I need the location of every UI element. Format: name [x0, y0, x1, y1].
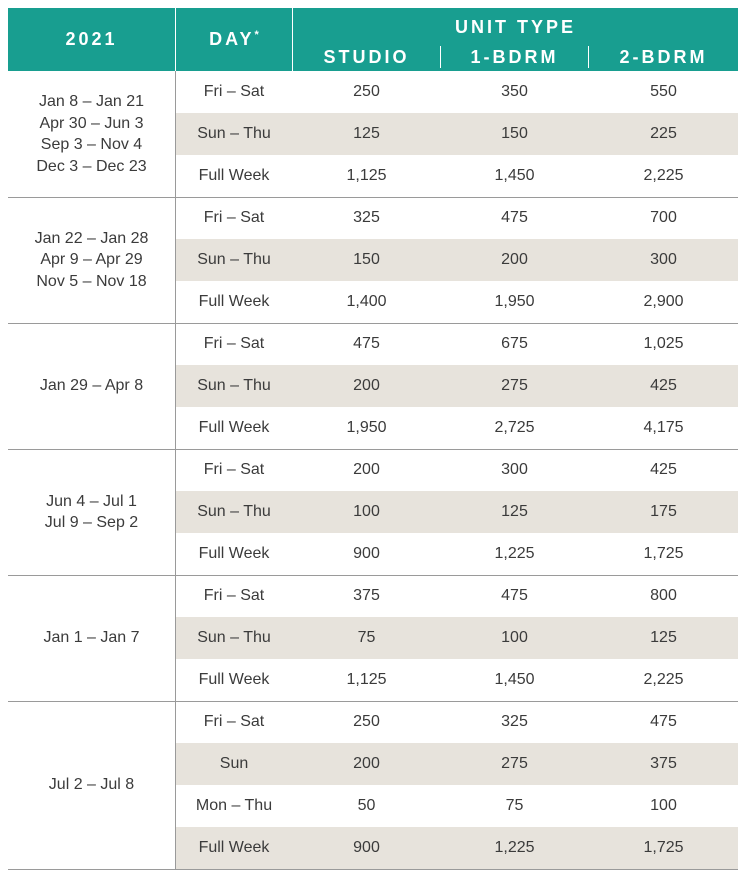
2bdrm-points-cell: 2,225 [643, 167, 684, 184]
season-dates [35, 228, 149, 293]
season-dates-cell [8, 323, 175, 449]
studio-points-cell: 200 [353, 377, 380, 394]
2bdrm-points-cell: 125 [650, 629, 677, 646]
table-row [176, 491, 738, 533]
day-cell: Full Week [198, 839, 270, 856]
studio-points-cell: 250 [353, 713, 380, 730]
2bdrm-points-cell: 375 [650, 755, 677, 772]
season-dates-cell [8, 449, 175, 575]
header-divider [292, 8, 293, 71]
table-row [176, 281, 738, 323]
day-cell: Sun [219, 755, 249, 772]
1bdrm-points-cell: 200 [501, 251, 528, 268]
table-row [176, 239, 738, 281]
studio-points-cell: 200 [353, 461, 380, 478]
1bdrm-points-cell: 1,450 [494, 671, 535, 688]
season-dates-cell [8, 575, 175, 701]
season-date-range: Dec 3 – Dec 23 [36, 157, 147, 175]
column-divider [175, 701, 176, 869]
day-cell: Full Week [198, 419, 270, 436]
header-divider [175, 8, 176, 71]
2bdrm-points-cell: 475 [650, 713, 677, 730]
day-cell: Fri – Sat [203, 713, 265, 730]
studio-points-cell: 1,950 [346, 419, 387, 436]
2bdrm-points-cell: 550 [650, 83, 677, 100]
1bdrm-points-cell: 350 [501, 83, 528, 100]
1bdrm-points-cell: 475 [501, 587, 528, 604]
day-cell: Full Week [198, 545, 270, 562]
day-cell: Fri – Sat [203, 587, 265, 604]
header-year: 2021 [65, 29, 118, 49]
table-row [176, 743, 738, 785]
season-date-range: Sep 3 – Nov 4 [40, 136, 143, 153]
1bdrm-points-cell: 125 [501, 503, 528, 520]
column-divider [175, 323, 176, 449]
column-divider [175, 197, 176, 323]
header-day-footnote-mark: * [254, 29, 259, 41]
column-divider [175, 575, 176, 701]
day-cell: Sun – Thu [197, 251, 271, 268]
studio-points-cell: 1,400 [346, 293, 387, 310]
header-col-2bdrm: 2-BDRM [619, 47, 708, 67]
season-date-range: Jan 8 – Jan 21 [39, 93, 144, 110]
table-row [176, 71, 738, 113]
1bdrm-points-cell: 275 [501, 755, 528, 772]
1bdrm-points-cell: 1,225 [494, 839, 535, 856]
table-row [176, 617, 738, 659]
table-row [176, 827, 738, 869]
season-date-range: Apr 30 – Jun 3 [39, 114, 144, 132]
table-row [176, 575, 738, 617]
1bdrm-points-cell: 275 [501, 377, 528, 394]
table-header [8, 8, 738, 71]
table-row [176, 365, 738, 407]
studio-points-cell: 150 [353, 251, 380, 268]
2bdrm-points-cell: 2,900 [643, 293, 684, 310]
studio-points-cell: 1,125 [346, 671, 387, 688]
day-cell: Full Week [198, 671, 270, 688]
1bdrm-points-cell: 150 [501, 125, 528, 142]
table-row [176, 449, 738, 491]
header-col-studio: STUDIO [323, 47, 410, 67]
2bdrm-points-cell: 1,725 [643, 839, 684, 856]
season-date-range: Jun 4 – Jul 1 [46, 492, 137, 510]
2bdrm-points-cell: 425 [650, 377, 677, 394]
day-cell: Fri – Sat [203, 461, 265, 478]
season-dates-cell [8, 71, 175, 197]
1bdrm-points-cell: 300 [501, 461, 528, 478]
header-day [176, 29, 292, 50]
day-cell: Sun – Thu [197, 125, 271, 142]
1bdrm-points-cell: 325 [501, 713, 528, 730]
2bdrm-points-cell: 425 [650, 461, 677, 478]
1bdrm-points-cell: 1,450 [494, 167, 535, 184]
season-dates [49, 774, 134, 796]
day-cell: Fri – Sat [203, 335, 265, 352]
studio-points-cell: 1,125 [346, 167, 387, 184]
day-cell: Sun – Thu [197, 503, 271, 520]
2bdrm-points-cell: 300 [650, 251, 677, 268]
2bdrm-points-cell: 1,725 [643, 545, 684, 562]
season-date-range: Apr 9 – Apr 29 [40, 251, 143, 269]
table-row [176, 701, 738, 743]
season-dates-cell [8, 701, 175, 869]
day-cell: Sun – Thu [197, 377, 271, 394]
season-date-range: Jan 29 – Apr 8 [39, 377, 144, 395]
2bdrm-points-cell: 225 [650, 125, 677, 142]
season-date-range: Jul 2 – Jul 8 [48, 776, 135, 794]
day-cell: Fri – Sat [203, 83, 265, 100]
studio-points-cell: 200 [353, 755, 380, 772]
1bdrm-points-cell: 75 [505, 797, 524, 814]
studio-points-cell: 100 [353, 503, 380, 520]
2bdrm-points-cell: 700 [650, 209, 677, 226]
season-date-range: Jul 9 – Sep 2 [44, 514, 139, 531]
studio-points-cell: 375 [353, 587, 380, 604]
1bdrm-points-cell: 1,950 [494, 293, 535, 310]
header-day-label: DAY [209, 29, 255, 49]
header-divider [588, 46, 589, 68]
studio-points-cell: 50 [357, 797, 376, 814]
day-cell: Fri – Sat [203, 209, 265, 226]
header-divider [440, 46, 441, 68]
studio-points-cell: 475 [353, 335, 380, 352]
1bdrm-points-cell: 675 [501, 335, 528, 352]
header-col-1bdrm: 1-BDRM [470, 47, 559, 67]
season-date-range: Jan 22 – Jan 28 [34, 229, 149, 247]
1bdrm-points-cell: 1,225 [494, 545, 535, 562]
season-date-range: Jan 1 – Jan 7 [43, 629, 140, 647]
table-row [176, 113, 738, 155]
season-dates [40, 375, 143, 397]
table-row [176, 323, 738, 365]
table-row [176, 785, 738, 827]
studio-points-cell: 325 [353, 209, 380, 226]
table-row [176, 155, 738, 197]
day-cell: Mon – Thu [195, 797, 273, 814]
2bdrm-points-cell: 800 [650, 587, 677, 604]
day-cell: Full Week [198, 167, 270, 184]
1bdrm-points-cell: 475 [501, 209, 528, 226]
day-cell: Sun – Thu [197, 629, 271, 646]
column-divider [175, 71, 176, 197]
studio-points-cell: 125 [353, 125, 380, 142]
2bdrm-points-cell: 2,225 [643, 671, 684, 688]
2bdrm-points-cell: 1,025 [643, 335, 684, 352]
studio-points-cell: 900 [353, 545, 380, 562]
season-dates [43, 627, 139, 649]
studio-points-cell: 75 [357, 629, 376, 646]
season-dates [36, 91, 146, 177]
season-date-range: Nov 5 – Nov 18 [36, 272, 147, 290]
season-dates-cell [8, 197, 175, 323]
studio-points-cell: 900 [353, 839, 380, 856]
2bdrm-points-cell: 100 [650, 797, 677, 814]
table-row [176, 533, 738, 575]
header-unit-type: UNIT TYPE [454, 17, 576, 37]
table-row [176, 659, 738, 701]
day-cell: Full Week [198, 293, 270, 310]
1bdrm-points-cell: 2,725 [494, 419, 535, 436]
table-row [176, 407, 738, 449]
studio-points-cell: 250 [353, 83, 380, 100]
2bdrm-points-cell: 175 [650, 503, 677, 520]
1bdrm-points-cell: 100 [501, 629, 528, 646]
table-row [176, 197, 738, 239]
column-divider [175, 449, 176, 575]
season-divider [8, 869, 738, 870]
2bdrm-points-cell: 4,175 [643, 419, 684, 436]
season-dates [45, 491, 138, 534]
